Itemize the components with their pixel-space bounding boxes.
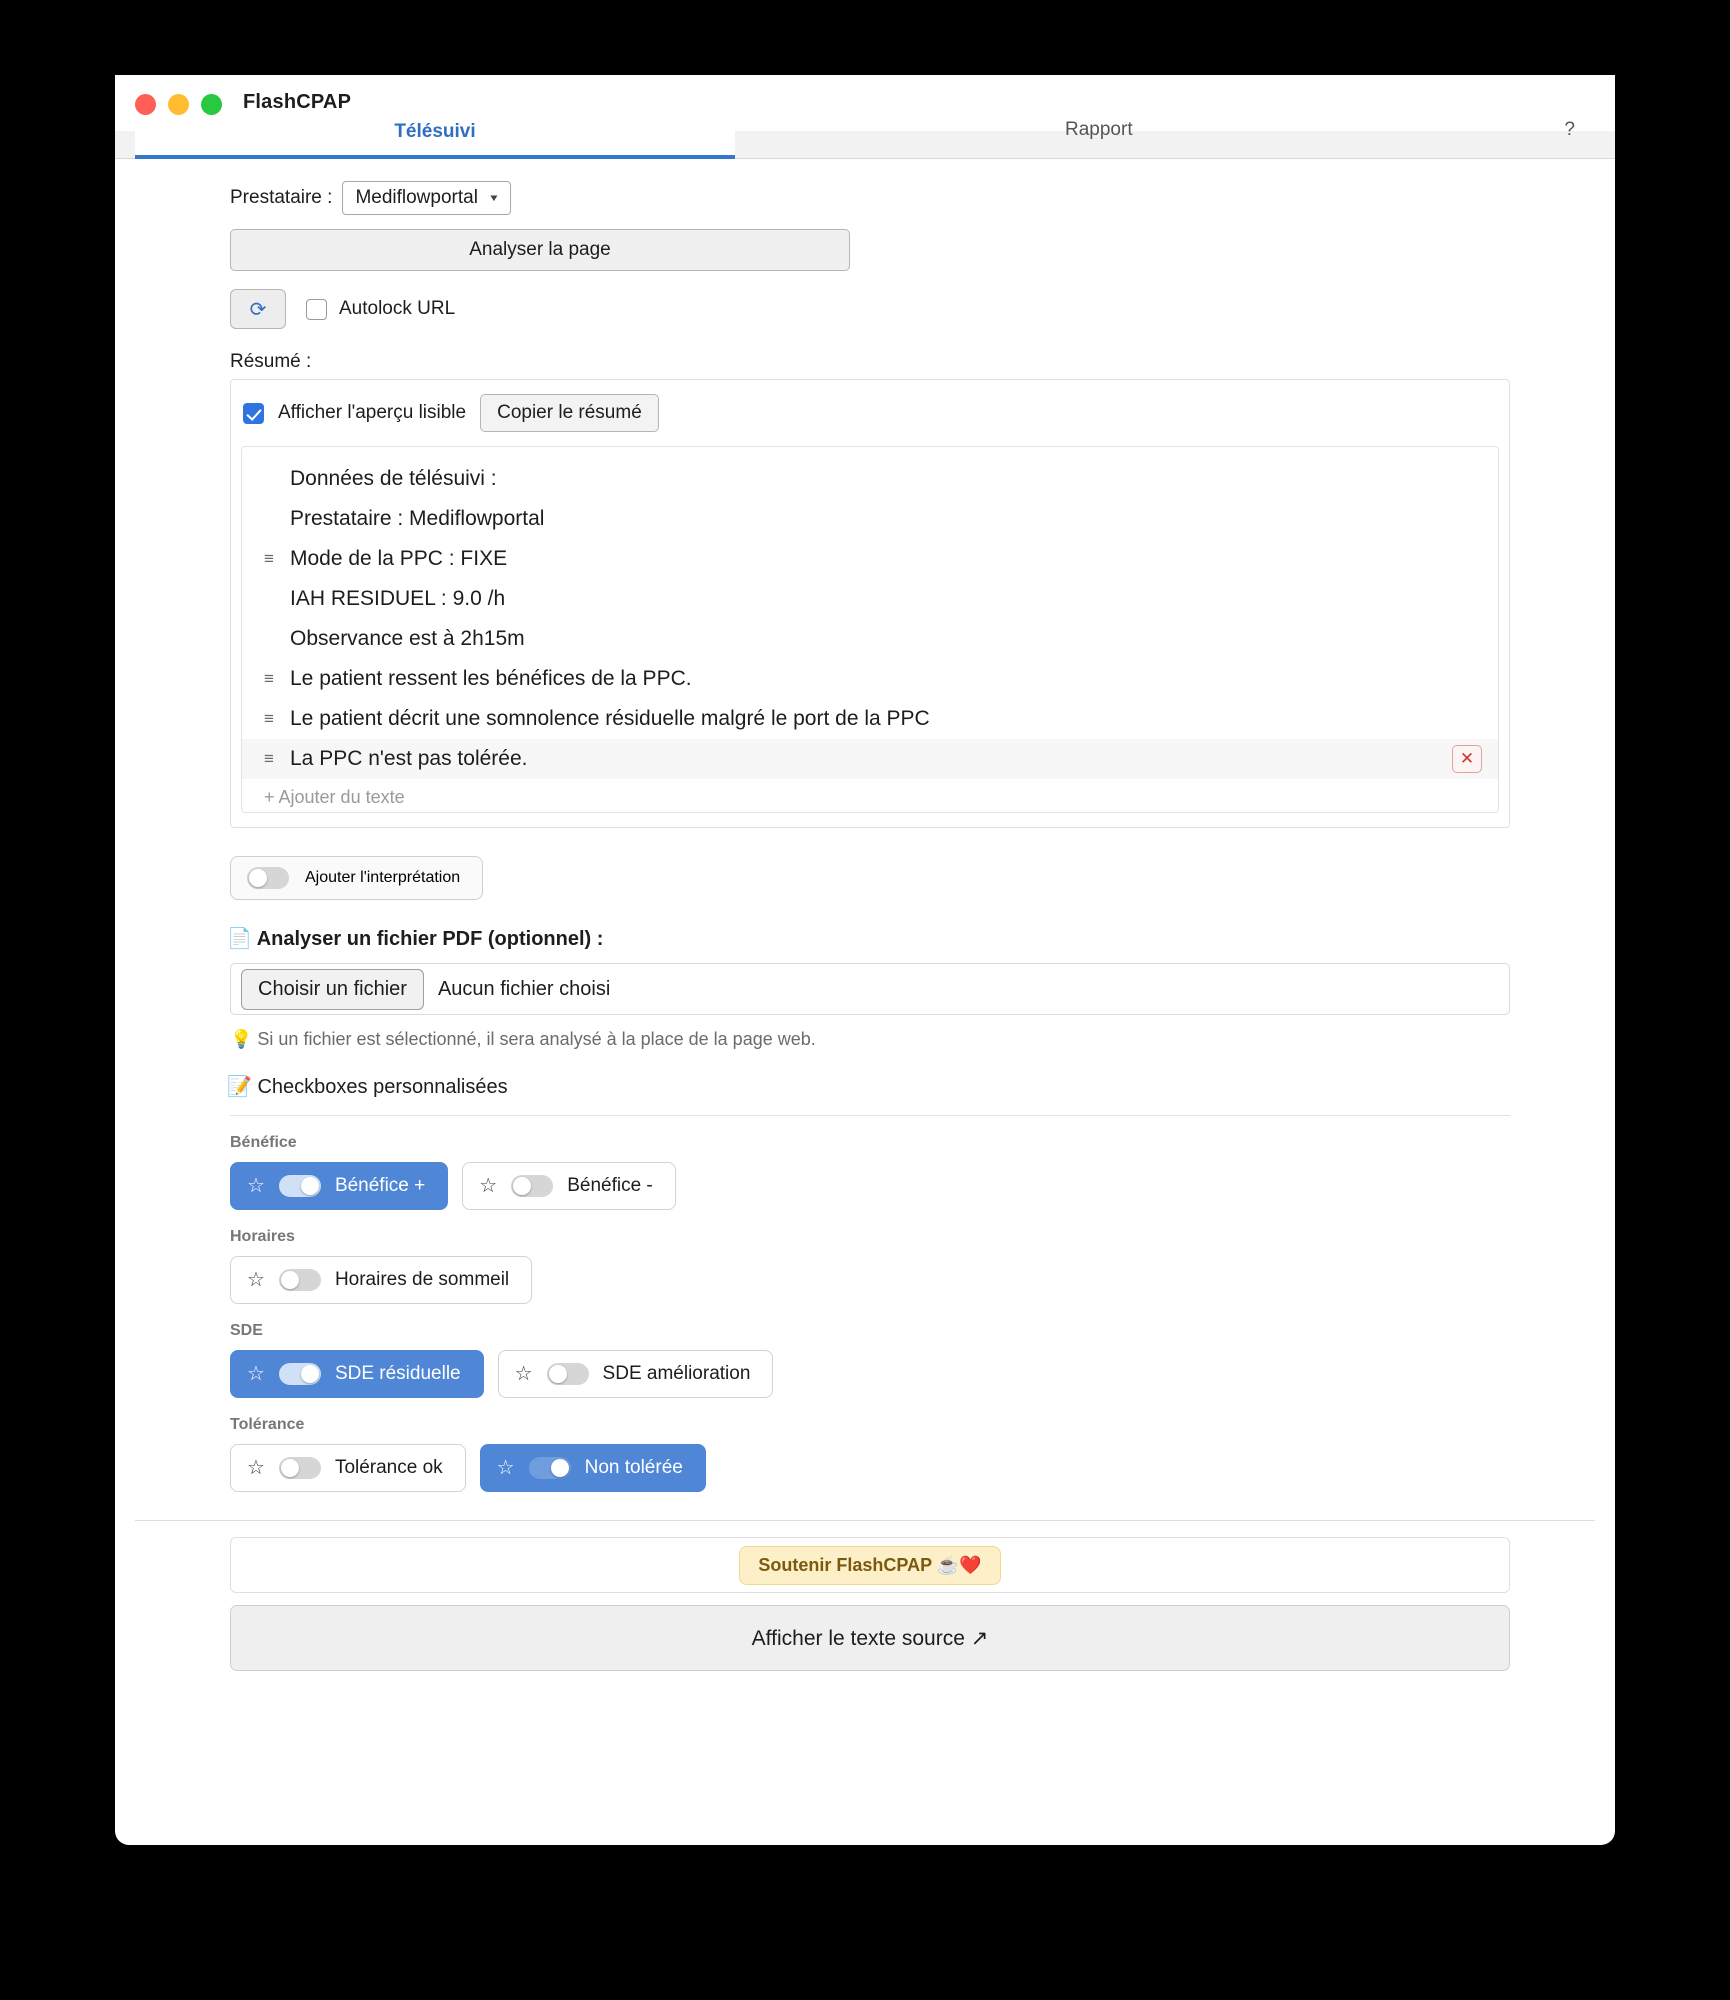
autolock-url-checkbox[interactable]: [306, 298, 455, 320]
app-title: FlashCPAP: [243, 91, 352, 113]
summary-line[interactable]: [242, 539, 1498, 579]
group-label-tolerance: Tolérance: [230, 1416, 305, 1433]
chip-row-sde: [230, 1350, 1595, 1398]
summary-line-text: Observance est à 2h15m: [290, 627, 525, 650]
toggle-switch[interactable]: [279, 1363, 321, 1385]
summary-line[interactable]: [242, 499, 1498, 539]
show-readable-preview-label: Afficher l'aperçu lisible: [278, 402, 467, 423]
star-icon: ☆: [514, 1363, 533, 1385]
drag-handle-icon[interactable]: ≡: [264, 669, 274, 688]
zoom-window-button[interactable]: [201, 94, 222, 115]
chip-label: Horaires de sommeil: [334, 1269, 510, 1290]
minimize-window-button[interactable]: [168, 94, 189, 115]
summary-line[interactable]: [242, 739, 1498, 779]
star-icon: ☆: [247, 1457, 265, 1479]
group-label-sde: SDE: [230, 1322, 263, 1339]
chip-label: Non tolérée: [584, 1457, 683, 1478]
summary-lines-box: [241, 446, 1499, 813]
file-picker-row[interactable]: [230, 963, 1510, 1015]
group-label-benefice: Bénéfice: [230, 1134, 297, 1151]
star-icon: ☆: [496, 1457, 515, 1479]
toggle-switch[interactable]: [279, 1175, 321, 1197]
provider-row: [230, 181, 1595, 215]
tab-telesuivi[interactable]: Télésuivi: [135, 117, 735, 159]
star-icon: ☆: [247, 1269, 265, 1291]
show-readable-preview-checkbox[interactable]: [243, 403, 264, 424]
summary-line-text: La PPC n'est pas tolérée.: [290, 747, 528, 770]
toggle-switch[interactable]: [511, 1175, 553, 1197]
pdf-section-title: 📄 Analyser un fichier PDF (optionnel) :: [227, 928, 604, 950]
chip-label: SDE résiduelle: [334, 1363, 461, 1384]
drag-handle-icon[interactable]: ≡: [264, 549, 274, 568]
summary-line-text: Le patient ressent les bénéfices de la PPC.: [290, 667, 692, 690]
refresh-icon[interactable]: ⟳: [230, 289, 286, 329]
chip-benefice-moins[interactable]: [462, 1162, 675, 1210]
chip-benefice-plus[interactable]: [230, 1162, 448, 1210]
summary-line-text: Prestataire : Mediflowportal: [290, 507, 545, 530]
add-interpretation-label: Ajouter l'interprétation: [305, 869, 461, 886]
chip-row-horaires: [230, 1256, 1595, 1304]
summary-line-text: Mode de la PPC : FIXE: [290, 547, 508, 570]
summary-line[interactable]: [242, 459, 1498, 499]
star-icon: ☆: [247, 1175, 265, 1197]
chip-label: Bénéfice +: [334, 1175, 426, 1196]
toggle-switch[interactable]: [279, 1269, 321, 1291]
star-icon: ☆: [247, 1363, 265, 1385]
chip-non-toleree[interactable]: [480, 1444, 706, 1492]
summary-header: [231, 390, 1509, 432]
star-icon: ☆: [479, 1175, 498, 1197]
summary-line-text: IAH RESIDUEL : 9.0 /h: [290, 587, 506, 610]
close-window-button[interactable]: [135, 94, 156, 115]
main-content: [115, 181, 1615, 1671]
summary-panel: [230, 379, 1510, 828]
summary-line-text: Le patient décrit une somnolence résiduelle malgré le port de la PPC: [290, 707, 930, 730]
chip-label: SDE amélioration: [602, 1363, 751, 1384]
chip-label: Bénéfice -: [567, 1175, 653, 1196]
chosen-file-name: Aucun fichier choisi: [437, 977, 611, 1000]
support-bar: [230, 1537, 1510, 1593]
summary-line[interactable]: [242, 659, 1498, 699]
provider-selected-value: Mediflowportal: [355, 187, 478, 208]
pdf-hint: 💡 Si un fichier est sélectionné, il sera analysé à la place de la page web.: [230, 1029, 816, 1049]
autolock-url-label: Autolock URL: [339, 298, 456, 319]
provider-label: Prestataire :: [230, 187, 333, 208]
summary-section-label: Résumé :: [230, 351, 312, 372]
app-window: [115, 75, 1615, 1845]
summary-line[interactable]: [242, 579, 1498, 619]
provider-select[interactable]: [342, 181, 510, 215]
summary-line[interactable]: [242, 619, 1498, 659]
footer-divider: [135, 1520, 1595, 1521]
refresh-row: [230, 289, 1595, 329]
drag-handle-icon[interactable]: ≡: [264, 749, 274, 768]
copy-summary-button[interactable]: Copier le résumé: [480, 394, 659, 432]
tab-help[interactable]: ?: [1564, 119, 1575, 140]
custom-checkboxes-title: 📝 Checkboxes personnalisées: [227, 1076, 508, 1098]
chip-row-benefice: [230, 1162, 1595, 1210]
support-flashcpap-button[interactable]: Soutenir FlashCPAP ☕❤️: [739, 1546, 1000, 1585]
chip-horaires-de-sommeil[interactable]: [230, 1256, 532, 1304]
chip-tolerance-ok[interactable]: [230, 1444, 466, 1492]
autolock-url-box[interactable]: [306, 299, 327, 320]
analyse-page-button[interactable]: Analyser la page: [230, 229, 850, 271]
group-label-horaires: Horaires: [230, 1228, 295, 1245]
summary-line[interactable]: [242, 699, 1498, 739]
window-controls: [135, 94, 222, 115]
show-source-text-button[interactable]: Afficher le texte source ↗: [230, 1605, 1510, 1671]
toggle-switch[interactable]: [529, 1457, 571, 1479]
toggle-switch[interactable]: [247, 867, 289, 889]
drag-handle-icon[interactable]: ≡: [264, 709, 274, 728]
toggle-switch[interactable]: [547, 1363, 589, 1385]
choose-file-button[interactable]: Choisir un fichier: [241, 969, 424, 1010]
chip-sde-residuelle[interactable]: [230, 1350, 484, 1398]
toggle-switch[interactable]: [279, 1457, 321, 1479]
chip-label: Tolérance ok: [334, 1457, 443, 1478]
chip-sde-amelioration[interactable]: [498, 1350, 774, 1398]
section-divider: [230, 1115, 1510, 1116]
chip-row-tolerance: [230, 1444, 1595, 1492]
add-interpretation-toggle[interactable]: [230, 856, 483, 900]
summary-line-text: Données de télésuivi :: [290, 467, 497, 490]
tab-strip: [115, 119, 1615, 159]
chevron-down-icon: ▼: [487, 192, 500, 204]
tab-rapport[interactable]: Rapport: [1065, 119, 1133, 140]
add-text-button[interactable]: + Ajouter du texte: [264, 787, 405, 807]
close-icon[interactable]: ✕: [1452, 745, 1482, 773]
